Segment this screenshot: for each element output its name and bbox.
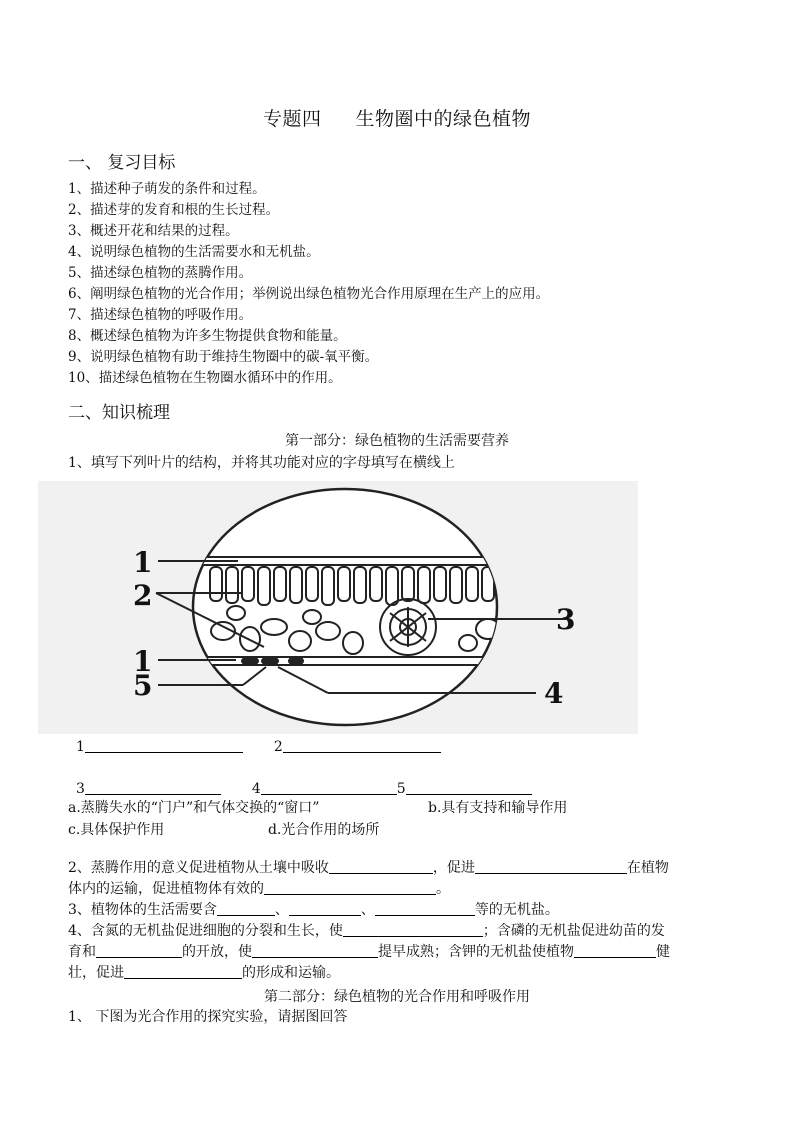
- section1-heading: 一、 复习目标: [68, 153, 176, 173]
- figure-label-4: 4: [544, 677, 564, 710]
- option-a: a.蒸腾失水的“门户”和气体交换的“窗口”: [68, 800, 320, 816]
- figure-label-2: 2: [133, 579, 153, 612]
- objective-item: 3、概述开花和结果的过程。: [68, 223, 239, 239]
- question-2-line-1: 2、蒸腾作用的意义促进植物从土壤中吸收 ，促进 在植物: [68, 860, 669, 876]
- question-1-prompt: 1、填写下列叶片的结构，并将其功能对应的字母填写在横线上: [68, 455, 455, 471]
- figure-label-1: 1: [133, 546, 153, 579]
- leaf-structure-figure: [38, 481, 638, 734]
- answer-blank-4[interactable]: [261, 780, 397, 795]
- answer-blank-5[interactable]: [406, 780, 532, 795]
- objective-item: 2、描述芽的发育和根的生长过程。: [68, 202, 280, 218]
- q2-blank-2[interactable]: [475, 859, 627, 874]
- objective-item: 8、概述绿色植物为许多生物提供食物和能量。: [68, 328, 347, 344]
- guard-cell: [288, 656, 304, 666]
- part1-title: 第一部分：绿色植物的生活需要营养: [285, 433, 509, 449]
- figure-label-5: 5: [133, 669, 153, 702]
- question-3: 3、植物体的生活需要含 、 、 等的无机盐。: [68, 902, 559, 918]
- objective-item: 6、阐明绿色植物的光合作用；举例说出绿色植物光合作用原理在生产上的应用。: [68, 286, 550, 302]
- leaf-diagram: [38, 481, 638, 734]
- q4-blank-1[interactable]: [343, 922, 483, 937]
- part2-title: 第二部分：绿色植物的光合作用和呼吸作用: [264, 989, 530, 1005]
- figure-label-1b: 1: [133, 645, 153, 678]
- objective-item: 4、说明绿色植物的生活需要水和无机盐。: [68, 244, 320, 260]
- objectives-list: [68, 179, 549, 389]
- objective-item: 9、说明绿色植物有助于维持生物圈中的碳-氧平衡。: [68, 349, 379, 365]
- blank-row-1: 1 2: [76, 738, 441, 755]
- question-2-line-2: 体内的运输，促进植物体有效的 。: [68, 881, 450, 897]
- guard-cell: [261, 656, 279, 666]
- q4-blank-5[interactable]: [124, 964, 242, 979]
- question-4-line-1: 4、含氮的无机盐促进细胞的分裂和生长，使 ；含磷的无机盐促进幼苗的发: [68, 923, 665, 939]
- section2-heading: 二、知识梳理: [68, 403, 170, 423]
- answer-blank-1[interactable]: [85, 738, 243, 753]
- answer-blank-2[interactable]: [283, 738, 441, 753]
- q3-blank-1[interactable]: [217, 901, 275, 916]
- page-title: 专题四 生物圈中的绿色植物: [262, 108, 532, 130]
- option-b: b.具有支持和输导作用: [428, 800, 568, 816]
- part2-question-1: 1、 下图为光合作用的探究实验，请据图回答: [68, 1009, 348, 1025]
- q3-blank-2[interactable]: [289, 901, 361, 916]
- q3-blank-3[interactable]: [375, 901, 475, 916]
- option-d: d.光合作用的场所: [268, 822, 380, 838]
- q4-blank-2[interactable]: [96, 943, 182, 958]
- q4-blank-3[interactable]: [252, 943, 378, 958]
- objective-item: 1、描述种子萌发的条件和过程。: [68, 181, 266, 197]
- option-c: c.具体保护作用: [68, 822, 165, 838]
- objective-item: 5、描述绿色植物的蒸腾作用。: [68, 265, 253, 281]
- blank-row-2: 3 4 5: [76, 780, 532, 797]
- q2-blank-3[interactable]: [264, 880, 436, 895]
- q4-blank-4[interactable]: [574, 943, 656, 958]
- question-4-line-3: 壮，促进 的形成和运输。: [68, 965, 340, 981]
- answer-blank-3[interactable]: [85, 780, 221, 795]
- question-4-line-2: 育和 的开放，使 提早成熟；含钾的无机盐使植物 健: [68, 944, 670, 960]
- q2-blank-1[interactable]: [329, 859, 433, 874]
- figure-label-3: 3: [556, 603, 576, 636]
- guard-cell: [241, 656, 259, 666]
- objective-item: 10、描述绿色植物在生物圈水循环中的作用。: [68, 370, 342, 386]
- objective-item: 7、描述绿色植物的呼吸作用。: [68, 307, 253, 323]
